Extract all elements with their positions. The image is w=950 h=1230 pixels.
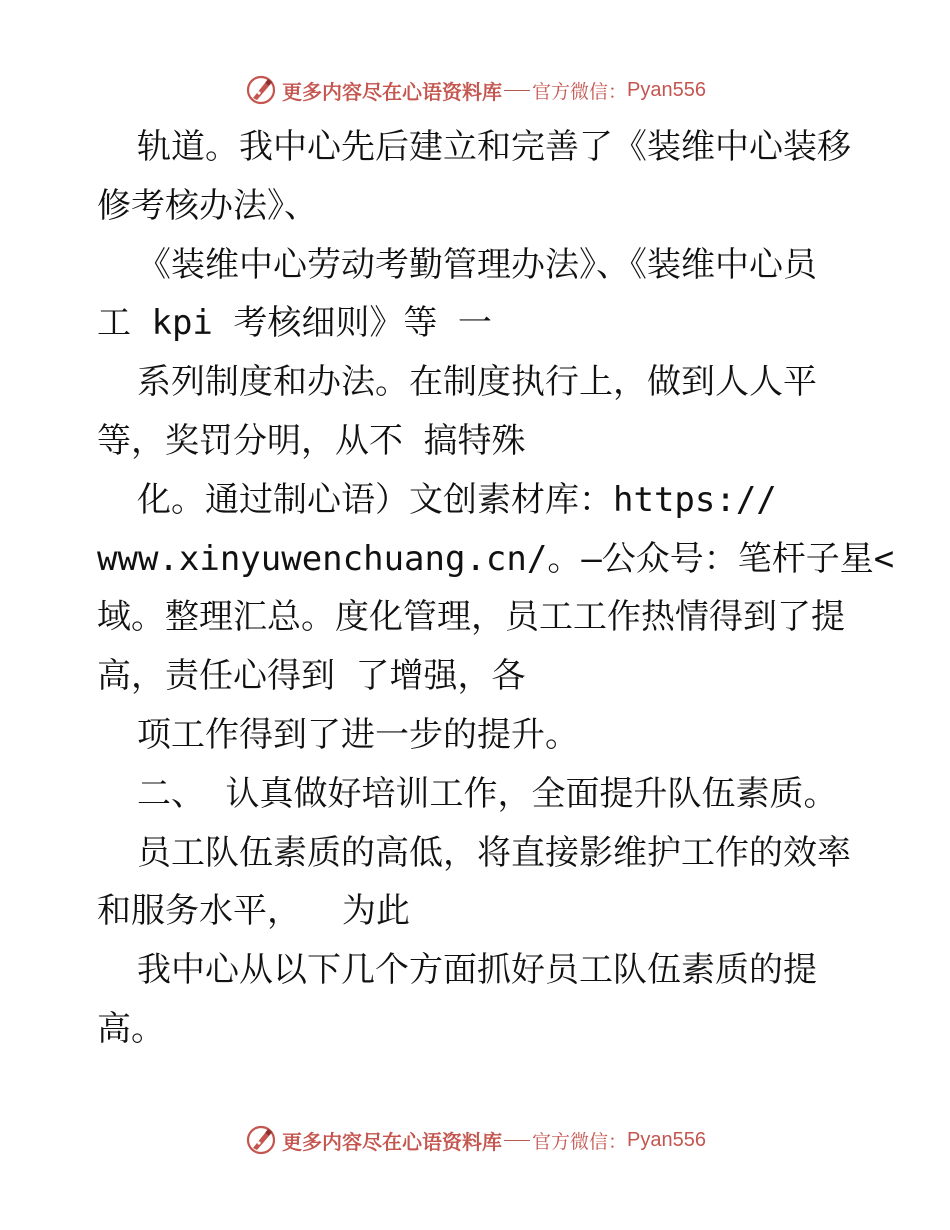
document-body: [97, 118, 895, 1059]
paragraph-line: 项工作得到了进一步的提升。: [137, 714, 579, 755]
wechat-id: Pyan556: [627, 1128, 706, 1151]
paragraph-line: 员工队伍素质的高低，将直接影维护工作的效率: [137, 832, 851, 873]
paragraph-line: 修考核办法》、: [97, 185, 318, 226]
section-heading: 二、 认真做好培训工作，全面提升队伍素质。: [137, 773, 838, 814]
paragraph-line: www.xinyuwenchuang.cn/。—公众号：笔杆子星<: [97, 538, 895, 579]
paragraph-line: 《装维中心劳动考勤管理办法》、《装维中心员: [137, 244, 817, 285]
footer-banner: [0, 1120, 950, 1160]
paragraph-line: 轨道。我中心先后建立和完善了《装维中心装移: [137, 127, 851, 167]
paragraph-line: 域。整理汇总。度化管理，员工工作热情得到了提: [97, 597, 845, 638]
header-banner: [0, 70, 950, 110]
paragraph-line: 工 kpi 考核细则》等 一: [97, 303, 492, 344]
wechat-label: 官方微信：: [532, 1130, 628, 1153]
paragraph-line: 化。通过制心语）文创素材库：https://: [137, 479, 777, 520]
paragraph-line: 我中心从以下几个方面抓好员工队伍素质的提: [137, 950, 817, 991]
brand-name: 更多内容尽在心语资料库: [282, 1129, 502, 1154]
paragraph-line: 高，责任心得到 了增强，各: [97, 656, 526, 697]
paragraph-line: 和服务水平， 为此: [97, 891, 410, 932]
wechat-label: 官方微信：: [532, 80, 628, 103]
brand-name: 更多内容尽在心语资料库: [282, 79, 502, 104]
wechat-id: Pyan556: [627, 78, 706, 101]
paragraph-line: 高。: [97, 1008, 165, 1049]
separator-dash: [504, 90, 530, 91]
pen-nib-logo-icon: [244, 73, 278, 107]
pen-nib-logo-icon: [244, 1123, 278, 1157]
separator-dash: [504, 1140, 530, 1141]
paragraph-line: 系列制度和办法。在制度执行上，做到人人平: [137, 362, 817, 403]
paragraph-line: 等，奖罚分明，从不 搞特殊: [97, 420, 526, 461]
